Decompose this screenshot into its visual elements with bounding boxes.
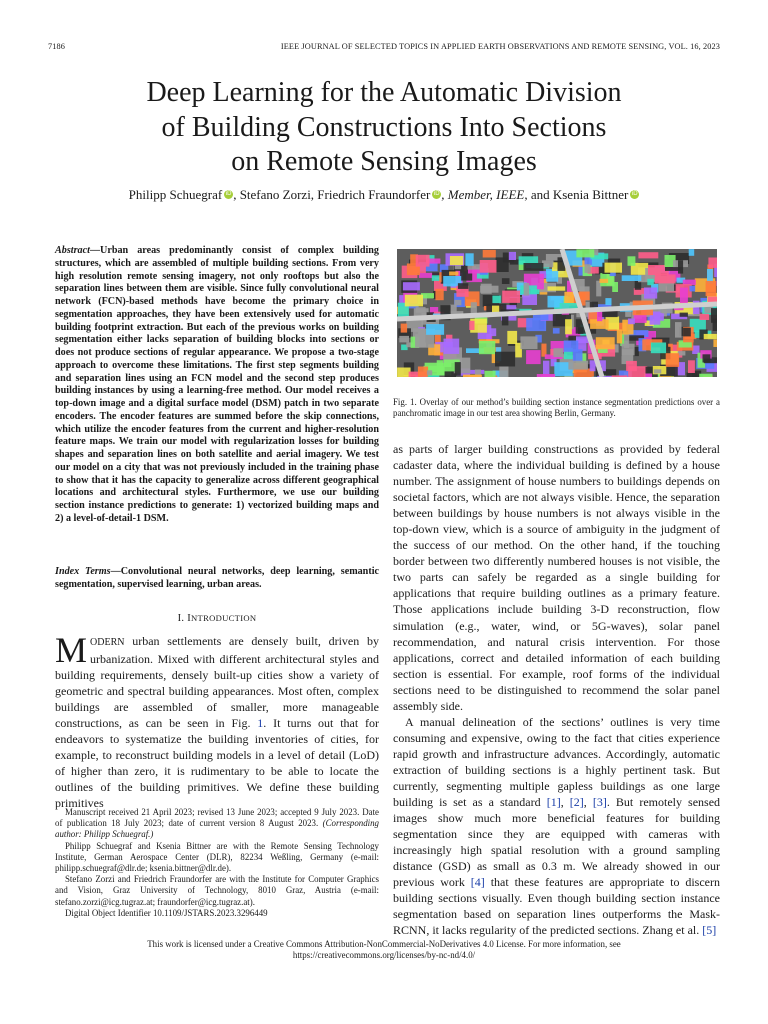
- journal-header: IEEE JOURNAL OF SELECTED TOPICS IN APPLIED EARTH OBSERVATIONS AND REMOTE SENSING, VOL. 16, 2023: [280, 42, 720, 51]
- building-section-mark: [480, 260, 497, 273]
- orcid-icon[interactable]: iD: [433, 191, 440, 197]
- building-section-mark: [553, 328, 560, 334]
- body-paragraph-1: as parts of larger building constructions as provided by federal cadaster data, where the individual building is defined by a house number. The assignment of house numbers to buildings depends on societal factors, which are not always visible. Hence, the separation between buildings by house numbers is not always visible in the top-down view, which is a source of ambiguity in the judgment of the success of our method. On the other hand, if the touching border between two differently numbered houses is not visible, the two parts can safely be regarded as a single building for applications that require building outlines as a primary feature. Those applications include building 3-D reconstruction, flow simulation (e.g., water, wind, or 5G-waves), solar panel recommendation, and natural crisis intervention. For those applications, correct and detailed information of each building section is essential. For example, roof forms of the individual sections need to be distinguished to recommend the solar panel assembly side.: [393, 442, 720, 713]
- body-paragraph-2: A manual delineation of the sections’ outlines is very time consuming and expensive, owing to the fact that cities experience rapid growth and infrastructure advances. Accordingly, automatic extraction of building sections is a highly pertinent task. But currently, segmenting multiple gapless buildings as one large building is set as a standard [1], [2], [3]. But remotely sensed images show much more beneficial features for building segmentation since they are equipped with cameras with increasingly high spatial resolution with a ground sampling distance (GSD) as small as 0.3 m. We already showed in our previous work [4] that these features are appropriate to discern building sections visually. Even though building section instance segmentation based on separation lines outperforms the Mask-RCNN, it lacks regularity of the predicted sections. Zhang et al. [5]: [393, 714, 721, 938]
- title-line-1: Deep Learning for the Automatic Division: [146, 77, 622, 108]
- building-section-mark: [703, 354, 711, 362]
- building-section-mark: [713, 340, 717, 348]
- building-section-mark: [647, 279, 654, 285]
- right-column-body: [393, 441, 720, 938]
- paper-title: [60, 76, 708, 180]
- building-section-mark: [568, 361, 588, 370]
- drop-cap: M: [55, 630, 88, 670]
- building-section-mark: [405, 295, 423, 307]
- author-2-3: , Stefano Zorzi, Friedrich Fraundorfer: [233, 187, 431, 202]
- building-section-mark: [507, 331, 517, 344]
- building-section-mark: [680, 288, 688, 303]
- building-section-mark: [458, 283, 468, 289]
- building-section-mark: [496, 257, 509, 272]
- building-section-mark: [605, 263, 623, 273]
- footnote: [55, 807, 379, 919]
- citation-link[interactable]: [1]: [546, 795, 561, 810]
- footnote-dates-text: Manuscript received 21 April 2023; revised 13 June 2023; accepted 9 July 2023. Date of publication 18 July 2023; date of current version 8 August 2023.: [55, 807, 379, 829]
- section-title-rest: NTRODUCTION: [191, 613, 257, 623]
- building-section-mark: [704, 334, 717, 339]
- section-title-first: I: [187, 613, 192, 624]
- building-section-mark: [683, 328, 691, 337]
- building-section-mark: [502, 291, 520, 303]
- building-section-mark: [628, 256, 636, 266]
- building-section-mark: [509, 252, 516, 260]
- building-section-mark: [626, 361, 637, 371]
- membership: , Member, IEEE: [441, 187, 525, 202]
- building-section-mark: [415, 334, 434, 348]
- author-4: , and Ksenia Bittner: [524, 187, 629, 202]
- building-section-mark: [622, 344, 635, 356]
- building-section-mark: [455, 362, 461, 376]
- license-url[interactable]: https://creativecommons.org/licenses/by-nc-nd/4.0/: [292, 950, 476, 960]
- index-terms-label: Index Terms: [55, 566, 111, 577]
- building-section-mark: [596, 337, 615, 349]
- building-section-mark: [644, 288, 657, 299]
- footnote-dates: [55, 807, 379, 841]
- building-section-mark: [463, 375, 482, 377]
- section-number: I.: [177, 613, 185, 624]
- building-section-mark: [564, 341, 579, 352]
- building-section-mark: [617, 329, 622, 343]
- author-list: [60, 187, 708, 203]
- building-section-mark: [675, 322, 682, 338]
- building-section-mark: [450, 305, 457, 314]
- building-section-mark: [612, 282, 618, 292]
- figure-caption: Fig. 1. Overlay of our method’s building section instance segmentation predictions over a panchromatic image in our test area showing Berlin, Germany.: [393, 397, 720, 418]
- p2-text-c: that these features are appropriate to discern building sections visually. Even though building section instance segmentation based on separation lines outperforms the Mask-RCNN, it lacks regularity of the predicted sections. Zhang et al.: [393, 875, 720, 938]
- building-section-mark: [480, 286, 498, 293]
- building-section-mark: [599, 279, 608, 283]
- author-1: Philipp Schuegraf: [128, 187, 223, 202]
- building-section-mark: [654, 313, 664, 321]
- citation-link[interactable]: [2]: [569, 795, 584, 810]
- building-section-mark: [546, 271, 558, 282]
- building-section-mark: [688, 360, 695, 373]
- intro-text-b: . It turns out that for endeavors to systematize the building inventories of cities, for example, to reconstruct building models in a level of detail (LoD) of higher than zero, it is rudimentary to be able to locate the outlines of the building primitives. We define these building primitives: [55, 716, 379, 810]
- building-section-mark: [585, 264, 591, 273]
- figure-1-image: [397, 249, 717, 377]
- building-section-mark: [449, 272, 458, 276]
- building-section-mark: [564, 292, 574, 304]
- building-section-mark: [622, 275, 642, 281]
- citation-link[interactable]: [3]: [592, 795, 607, 810]
- building-section-mark: [426, 324, 444, 335]
- building-section-mark: [548, 286, 566, 290]
- page-number: 7186: [48, 42, 65, 51]
- orcid-icon[interactable]: iD: [225, 191, 232, 197]
- p2-text-a: A manual delineation of the sections’ outlines is very time consuming and expensive, owing to the fact that cities experience rapid growth and infrastructure advances. Accordingly, automatic extraction of building sections is a highly pertinent task. But currently, segmenting multiple gapless buildings as one large building is set as a standard: [393, 714, 720, 810]
- building-section-mark: [401, 324, 407, 333]
- building-section-mark: [499, 366, 508, 377]
- building-section-mark: [469, 321, 474, 330]
- building-section-mark: [713, 319, 717, 332]
- building-section-mark: [708, 258, 717, 268]
- building-section-mark: [638, 252, 658, 258]
- footnote-affil-1: Philipp Schuegraf and Ksenia Bittner are with the Remote Sensing Technology Institute, German Aerospace Center (DLR), 82234 Weßling, Germany (e-mail: philipp.schuegraf@dlr.de; ksenia.bittner@dlr.de).: [55, 840, 379, 874]
- building-section-mark: [651, 343, 666, 354]
- intro-paragraph: [55, 630, 379, 811]
- building-section-mark: [502, 278, 510, 284]
- building-section-mark: [655, 274, 676, 283]
- building-section-mark: [465, 253, 473, 265]
- building-section-mark: [708, 297, 717, 303]
- building-section-mark: [416, 255, 430, 267]
- building-section-mark: [576, 249, 594, 257]
- building-section-mark: [397, 368, 411, 378]
- intro-text-a: urban settlements are densely built, driven by urbanization. Mixed with different architectural styles and building requirements, densely built-up cities show a variety of geometric and spectral building appearances. Most often, complex buildings are assembled of smaller, more manageable constructions, as can be seen in Fig.: [55, 634, 379, 730]
- building-section-mark: [483, 250, 496, 258]
- building-section-mark: [700, 314, 710, 320]
- building-section-mark: [427, 370, 432, 375]
- building-section-mark: [416, 307, 426, 313]
- abstract-label: Abstract: [55, 245, 90, 256]
- building-section-mark: [565, 319, 572, 334]
- corresponding-author: (Corresponding author: Philipp Schuegraf.): [55, 818, 379, 840]
- building-section-mark: [689, 249, 695, 256]
- building-section-mark: [399, 336, 409, 343]
- building-section-mark: [678, 260, 683, 273]
- building-section-mark: [687, 373, 697, 377]
- building-section-mark: [435, 289, 443, 300]
- index-terms: [55, 566, 379, 592]
- building-section-mark: [717, 277, 718, 286]
- building-section-mark: [542, 260, 553, 267]
- building-section-mark: [654, 369, 662, 373]
- building-section-mark: [666, 353, 679, 367]
- figure-ref-link[interactable]: 1: [257, 716, 264, 730]
- building-section-mark: [403, 282, 420, 290]
- building-section-mark: [454, 300, 461, 305]
- title-line-2: of Building Constructions Into Sections: [161, 111, 607, 143]
- license-notice: [40, 939, 728, 961]
- license-line-1: This work is licensed under a Creative Commons Attribution-NonCommercial-NoDerivatives 4.0 License. For more information, see: [147, 939, 621, 949]
- building-section-mark: [485, 371, 496, 377]
- citation-link[interactable]: [5]: [702, 923, 717, 938]
- building-section-mark: [690, 286, 696, 292]
- building-section-mark: [706, 281, 717, 296]
- building-section-mark: [680, 313, 688, 317]
- building-section-mark: [526, 350, 541, 364]
- building-section-mark: [492, 296, 501, 304]
- segmentation-overlay-image: [397, 249, 717, 377]
- title-line-3: on Remote Sensing Images: [231, 146, 537, 177]
- orcid-icon[interactable]: iD: [631, 191, 638, 197]
- index-terms-text: —Convolutional neural networks, deep learning, semantic segmentation, supervised learning, urban areas.: [55, 566, 379, 590]
- building-section-mark: [699, 374, 712, 377]
- building-section-mark: [524, 283, 530, 296]
- citation-link[interactable]: [4]: [470, 875, 485, 890]
- building-section-mark: [520, 336, 537, 349]
- building-section-mark: [612, 375, 628, 377]
- building-section-mark: [524, 263, 544, 271]
- footnote-doi: Digital Object Identifier 10.1109/JSTARS.2023.3296449: [65, 907, 268, 918]
- building-section-mark: [479, 341, 495, 354]
- footnote-affil-2: Stefano Zorzi and Friedrich Fraundorfer are with the Institute for Computer Graphics and Vision, Graz University of Technology, 8010 Graz, Austria (e-mail: stefano.zorzi@icg.tugraz.at; fraundorfer@icg.tugraz.at).: [55, 874, 379, 907]
- building-section-mark: [537, 374, 555, 377]
- building-section-mark: [553, 348, 563, 357]
- building-section-mark: [444, 339, 460, 354]
- section-heading: [55, 613, 379, 624]
- building-section-mark: [495, 352, 515, 367]
- building-section-mark: [628, 319, 635, 325]
- abstract: [55, 245, 379, 526]
- building-section-mark: [645, 374, 652, 378]
- building-section-mark: [450, 256, 463, 265]
- building-section-mark: [605, 298, 611, 305]
- building-section-mark: [418, 367, 428, 377]
- abstract-text: —Urban areas predominantly consist of complex building structures, which are assembled of multiple building sections. From very high resolution remote sensing imagery, not only rooftops but also the separation lines between them are visible. Since fully convolutional neural network (FCN)-based methods have become the primary choice in segmentation approaches, they have been extensively used for automatic building footprint extraction. But each of the previous works on building segmentation either lacks separation of building blocks into sections or does not produce sections of regular appearance. We propose a two-stage approach to overcome these limitations. The first step segments building and separation lines using an FCN model and the second step produces building instances by using a learning-free method. Our model receives a top-down image and a digital surface model (DSM) patch in two separate encoders. The encoder features are summed before the skip connections, which utilize the encoder features from the current and higher-resolution feature maps. We train our model with regularization losses for building shapes and separation lines on both satellite and aerial imagery. We test our model on a city that was not previously included in the training phase to show that it has the capacity to generalize across different geographical locations and architectural styles. Furthermore, we use our building section instance predictions to generate: 1) vectorized building maps and 2) a level-of-detail-1 DSM.: [55, 245, 379, 524]
- first-word-rest: ODERN: [90, 637, 125, 648]
- p2-text-b: . But remotely sensed images show much more beneficial features for building segmentation since they are equipped with cameras with increasingly high spatial resolution with a ground sampling distance (GSD) as small as 0.3 m. We already showed in our previous work: [393, 795, 721, 890]
